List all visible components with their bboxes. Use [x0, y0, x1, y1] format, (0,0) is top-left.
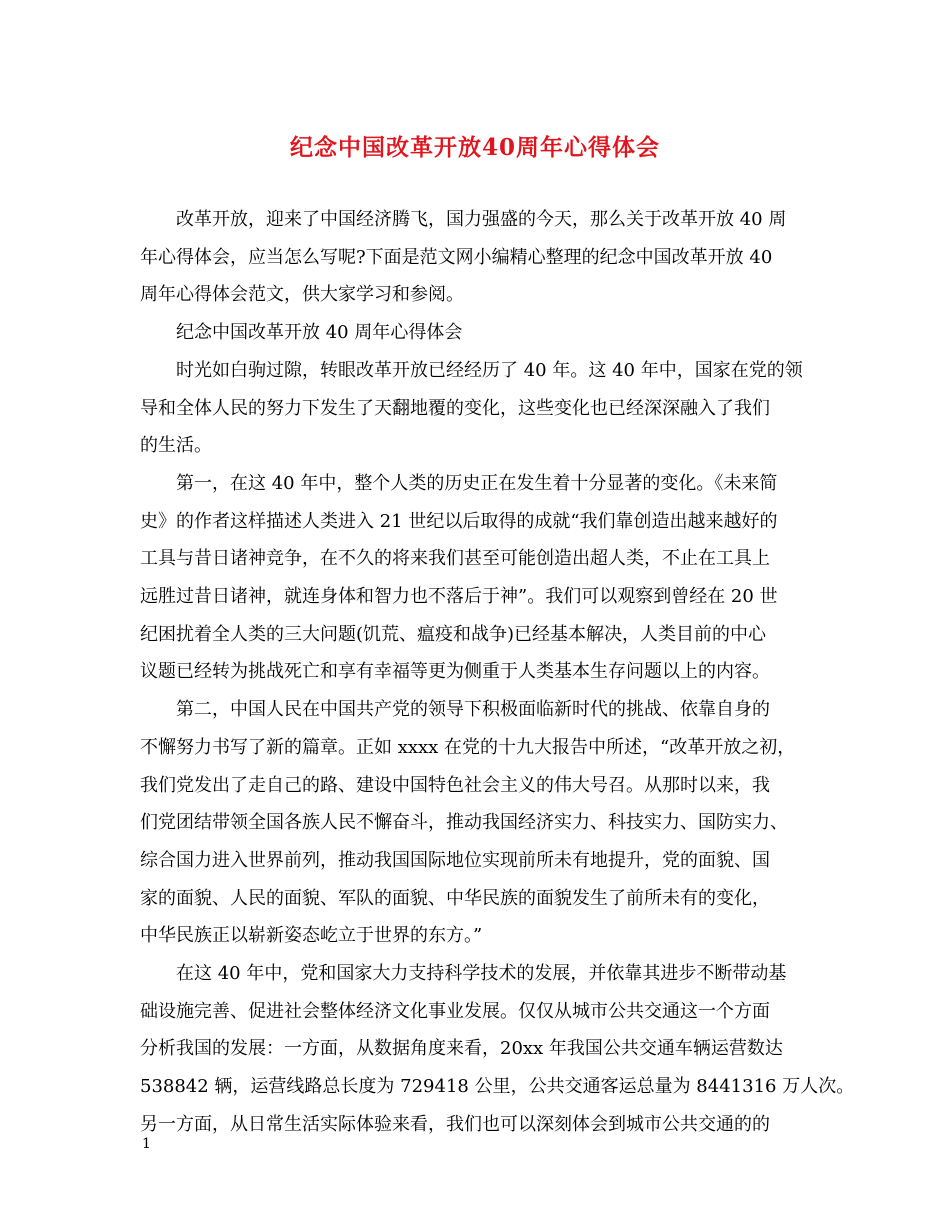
paragraph-line: 纪困扰着全人类的三大问题(饥荒、瘟疫和战争)已经基本解决，人类目前的中心 — [140, 623, 767, 645]
paragraph — [140, 691, 830, 955]
paragraph-line: 工具与昔日诸神竞争，在不久的将来我们甚至可能创造出超人类，不止在工具上 — [140, 548, 770, 570]
paragraph-line: 远胜过昔日诸神，就连身体和智力也不落后于神”。我们可以观察到曾经在 20 世 — [140, 586, 778, 608]
paragraph-line: 纪念中国改革开放 40 周年心得体会 — [176, 322, 463, 344]
paragraph-line: 第二，中国人民在中国共产党的领导下积极面临新时代的挑战、依靠自身的 — [176, 699, 770, 721]
paragraph-line: 议题已经转为挑战死亡和享有幸福等更为侧重于人类基本生存问题以上的内容。 — [140, 661, 770, 683]
paragraph-line: 另一方面，从日常生活实际体验来看，我们也可以深刻体会到城市公共交通的的 — [140, 1113, 770, 1135]
paragraph-line: 周年心得体会范文，供大家学习和参阅。 — [140, 284, 464, 306]
paragraph — [140, 314, 830, 352]
paragraph-line: 综合国力进入世界前列，推动我国国际地位实现前所未有地提升，党的面貌、国 — [140, 849, 770, 871]
paragraph-line: 我们党发出了走自己的路、建设中国特色社会主义的伟大号召。从那时以来，我 — [140, 774, 770, 796]
paragraph — [140, 465, 830, 691]
document-body — [140, 201, 855, 1144]
paragraph-line: 年心得体会，应当怎么写呢?下面是范文网小编精心整理的纪念中国改革开放 40 — [140, 246, 773, 268]
paragraph-line: 分析我国的发展：一方面，从数据角度来看，20xx 年我国公共交通车辆运营数达 — [140, 1038, 783, 1060]
paragraph-line: 家的面貌、人民的面貌、军队的面貌、中华民族的面貌发生了前所未有的变化， — [140, 887, 770, 909]
paragraph-line: 的生活。 — [140, 435, 212, 457]
paragraph-line: 538842 辆，运营线路总长度为 729418 公里，公共交通客运总量为 8441316 万人次。 — [140, 1076, 855, 1098]
paragraph-line: 改革开放，迎来了中国经济腾飞，国力强盛的今天，那么关于改革开放 40 周 — [176, 209, 787, 230]
paragraph — [140, 352, 830, 465]
page-number: 1 — [142, 1136, 151, 1152]
paragraph-line: 础设施完善、促进社会整体经济文化事业发展。仅仅从城市公共交通这一个方面 — [140, 1000, 770, 1022]
paragraph-line: 不懈努力书写了新的篇章。正如 xxxx 在党的十九大报告中所述，“改革开放之初， — [140, 736, 796, 758]
paragraph — [140, 955, 855, 1144]
paragraph-line: 在这 40 年中，党和国家大力支持科学技术的发展，并依靠其进步不断带动基 — [176, 963, 787, 985]
paragraph-line: 时光如白驹过隙，转眼改革开放已经经历了 40 年。这 40 年中，国家在党的领 — [176, 359, 803, 381]
paragraph-line: 们党团结带领全国各族人民不懈奋斗，推动我国经济实力、科技实力、国防实力、 — [140, 812, 788, 834]
paragraph-line: 第一，在这 40 年中，整个人类的历史正在发生着十分显著的变化。《未来简 — [176, 472, 778, 494]
paragraph-line: 中华民族正以崭新姿态屹立于世界的东方。” — [140, 925, 483, 947]
paragraph-line: 史》的作者这样描述人类进入 21 世纪以后取得的成就“我们靠创造出越来越好的 — [140, 510, 778, 532]
paragraph-line: 导和全体人民的努力下发生了天翻地覆的变化，这些变化也已经深深融入了我们 — [140, 397, 770, 419]
document-title: 纪念中国改革开放40周年心得体会 — [289, 134, 660, 161]
paragraph — [140, 201, 830, 314]
